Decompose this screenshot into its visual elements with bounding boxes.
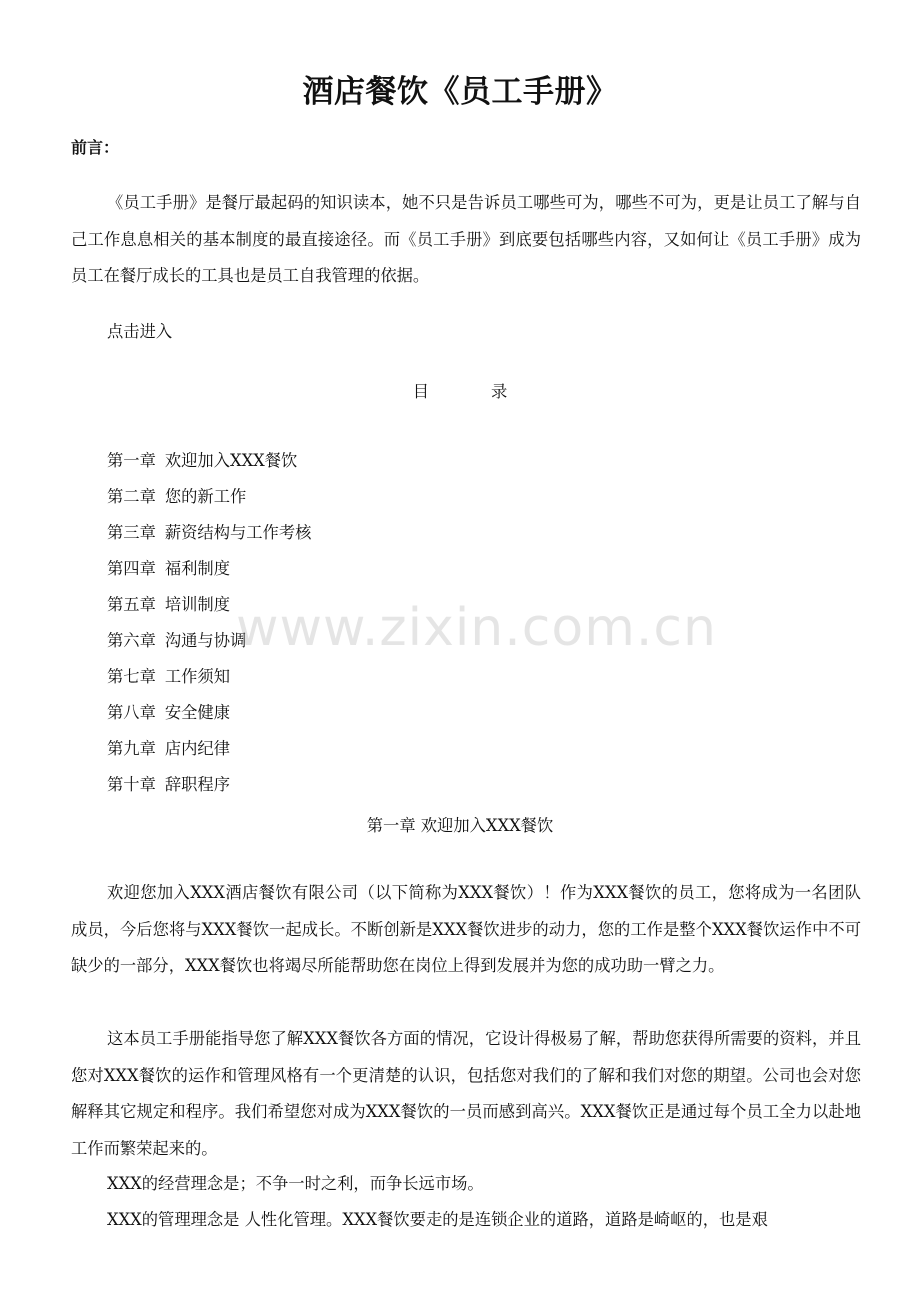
toc-item-title: 辞职程序 [164, 775, 230, 794]
toc-item-number: 第二章 [107, 487, 156, 506]
toc-item-number: 第一章 [107, 451, 156, 470]
toc-item-number: 第五章 [107, 595, 156, 614]
toc-item[interactable] [107, 702, 311, 738]
toc-item[interactable] [107, 558, 311, 594]
preface-paragraph: 《员工手册》是餐厅最起码的知识读本，她不只是告诉员工哪些可为，哪些不可为，更是让员工了解与自己工作息息相关的基本制度的最直接途径。而《员工手册》到底要包括哪些内容，又如何让《员工手册》成为员工在餐厅成长的工具也是员工自我管理的依据。 [71, 193, 861, 285]
toc-item-number: 第三章 [107, 523, 156, 542]
toc-heading-part1: 目 [412, 382, 429, 401]
toc-item-number: 第六章 [107, 631, 156, 650]
chapter-1-paragraph-4: XXX的管理理念是 人性化管理。XXX餐饮要走的是连锁企业的道路，道路是崎岖的，也是艰 [107, 1210, 768, 1229]
watermark-text: www.zixin.com.cn [236, 598, 717, 658]
document-title: 酒店餐饮《员工手册》 [302, 74, 618, 110]
toc-item[interactable] [107, 594, 311, 630]
toc-item[interactable] [107, 738, 311, 774]
chapter-1-paragraph-1: 欢迎您加入XXX酒店餐饮有限公司（以下简称为XXX餐饮）！作为XXX餐饮的员工，您将成为一名团队成员，今后您将与XXX餐饮一起成长。不断创新是XXX餐饮进步的动力，您的工作是整个XXX餐饮运作中不可缺少的一部分，XXX餐饮也将竭尽所能帮助您在岗位上得到发展并为您的成功助一臂之力。 [71, 883, 861, 975]
toc-item[interactable] [107, 630, 311, 666]
toc-item[interactable] [107, 450, 311, 486]
toc-item-title: 店内纪律 [164, 739, 230, 758]
toc-item-number: 第四章 [107, 559, 156, 578]
click-to-enter-link[interactable]: 点击进入 [107, 322, 173, 341]
toc-item-title: 安全健康 [164, 703, 230, 722]
toc-item-number: 第九章 [107, 739, 156, 758]
toc-heading-part2: 录 [491, 382, 508, 401]
toc-item-number: 第七章 [107, 667, 156, 686]
chapter-1-paragraph-3: XXX的经营理念是；不争一时之利，而争长远市场。 [107, 1174, 484, 1193]
toc-item-number: 第八章 [107, 703, 156, 722]
toc-item-title: 薪资结构与工作考核 [164, 523, 312, 542]
toc-item[interactable] [107, 666, 311, 702]
toc-item[interactable] [107, 522, 311, 558]
toc-item-title: 培训制度 [164, 595, 230, 614]
preface-label: 前言： [71, 138, 120, 157]
toc-item-title: 您的新工作 [164, 487, 247, 506]
toc-item-number: 第十章 [107, 775, 156, 794]
toc-item[interactable] [107, 486, 311, 522]
chapter-1-paragraph-2: 这本员工手册能指导您了解XXX餐饮各方面的情况，它设计得极易了解，帮助您获得所需要的资料，并且您对XXX餐饮的运作和管理风格有一个更清楚的认识，包括您对我们的了解和我们对您的期望。公司也会对您解释其它规定和程序。我们希望您对成为XXX餐饮的一员而感到高兴。XXX餐饮正是通过每个员工全力以赴地工作而繁荣起来的。 [71, 1029, 861, 1158]
toc-item-title: 福利制度 [164, 559, 230, 578]
toc-item[interactable] [107, 774, 311, 810]
toc-item-title: 工作须知 [164, 667, 230, 686]
toc-item-title: 沟通与协调 [164, 631, 247, 650]
table-of-contents [107, 450, 311, 810]
toc-item-title: 欢迎加入XXX餐饮 [164, 451, 298, 470]
chapter-1-title: 第一章 欢迎加入XXX餐饮 [366, 816, 554, 835]
toc-heading [0, 378, 920, 402]
